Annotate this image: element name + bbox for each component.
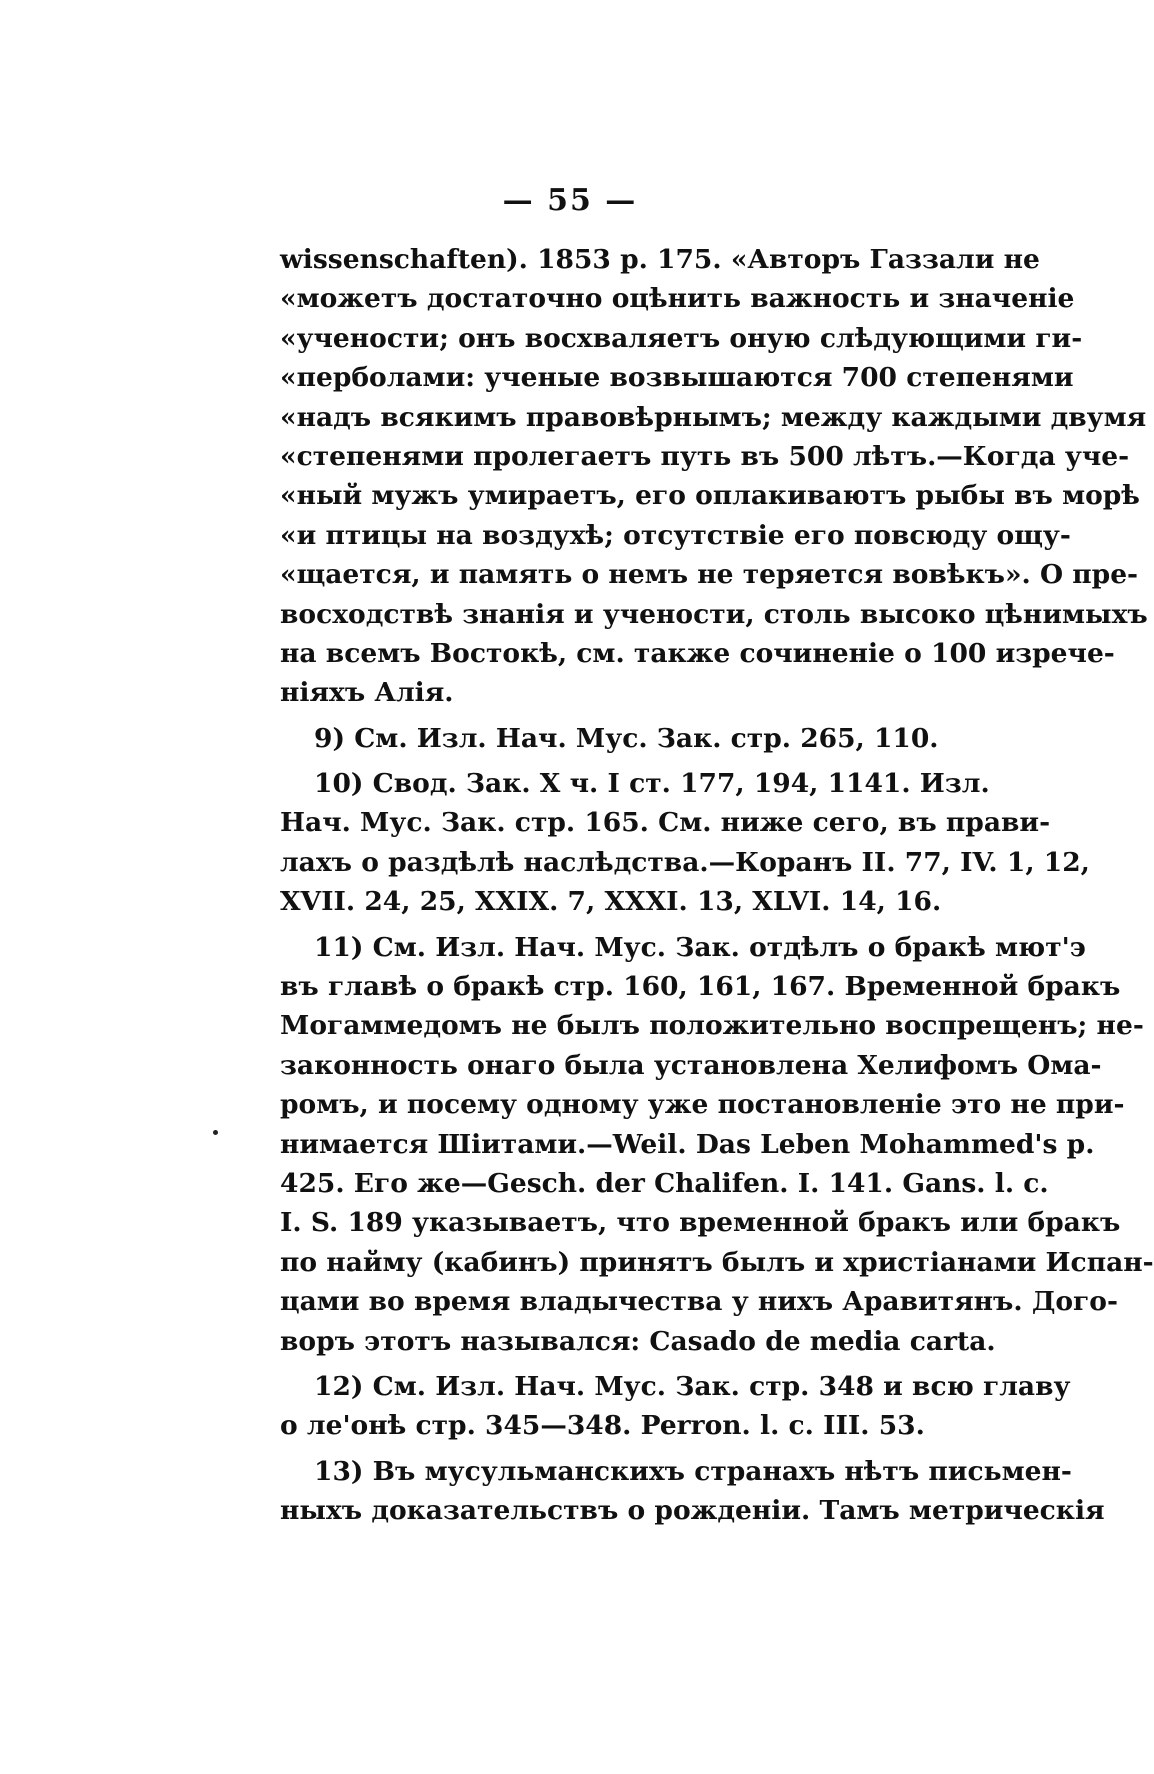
text-line: Могаммедомъ не былъ положительно воспрещенъ; не- — [280, 1010, 1144, 1042]
text-line: «ный мужъ умираетъ, его оплакиваютъ рыбы въ морѣ — [280, 480, 1140, 512]
text-line: по найму (кабинъ) принятъ былъ и христіанами Испан- — [280, 1246, 1154, 1278]
text-line: 10) Свод. Зак. X ч. I ст. 177, 194, 1141. Изл. — [314, 768, 990, 800]
text-line: «и птицы на воздухѣ; отсутствіе его повсюду ощу- — [280, 519, 1071, 551]
text-line: 9) См. Изл. Нач. Мус. Зак. стр. 265, 110. — [314, 722, 939, 754]
text-line: «можетъ достаточно оцѣнить важность и значеніе — [280, 283, 1075, 315]
text-line: «учености; онъ восхваляетъ оную слѣдующими ги- — [280, 322, 1083, 354]
text-line: Нач. Мус. Зак. стр. 165. См. ниже сего, въ прави- — [280, 807, 1051, 839]
text-line: «перболами: ученые возвышаются 700 степенями — [280, 362, 1074, 394]
text-line: «степенями пролегаетъ путь въ 500 лѣтъ.—Когда уче- — [280, 440, 1130, 472]
footnotes-text — [280, 240, 1154, 1531]
text-line: wissenschaften). 1853 p. 175. «Авторъ Газзали не — [280, 244, 1040, 275]
text-line: 13) Въ мусульманскихъ странахъ нѣтъ письмен- — [314, 1455, 1072, 1487]
text-line: восходствѣ знанія и учености, столь высоко цѣнимыхъ — [280, 598, 1148, 630]
text-line: нимается Шіитами.—Weil. Das Leben Mohammed's p. — [280, 1128, 1095, 1160]
text-line: XVII. 24, 25, XXIX. 7, XXXI. 13, XLVI. 14, 16. — [280, 886, 942, 918]
text-line: «надъ всякимъ правовѣрнымъ; между каждыми двумя — [280, 401, 1147, 433]
text-line: ныхъ доказательствъ о рожденіи. Тамъ метрическія — [280, 1495, 1105, 1527]
text-line: 425. Его же—Gesch. der Chalifen. I. 141. Gans. l. c. — [280, 1167, 1049, 1199]
text-line: I. S. 189 указываетъ, что временной бракъ или бракъ — [280, 1207, 1121, 1239]
text-line: цами во время владычества у нихъ Аравитянъ. Дого- — [280, 1286, 1118, 1318]
page-number: — 55 — — [502, 183, 638, 218]
text-line: ніяхъ Алія. — [280, 677, 454, 709]
text-line: въ главѣ о бракѣ стр. 160, 161, 167. Временной бракъ — [280, 971, 1121, 1003]
text-line: на всемъ Востокѣ, см. также сочиненіе о 100 изрече- — [280, 637, 1115, 669]
stray-ink-dot — [213, 1130, 218, 1135]
text-line: 12) См. Изл. Нач. Мус. Зак. стр. 348 и всю главу — [314, 1370, 1071, 1402]
text-line: 11) См. Изл. Нач. Мус. Зак. отдѣлъ о бракѣ мют'э — [314, 931, 1086, 963]
text-line: лахъ о раздѣлѣ наслѣдства.—Коранъ II. 77, IV. 1, 12, — [280, 846, 1090, 878]
text-line: воръ этотъ назывался: Casado de media carta. — [280, 1325, 996, 1357]
text-line: «щается, и память о немъ не теряется вовѣкъ». О пре- — [280, 559, 1139, 591]
text-line: законность онаго была установлена Хелифомъ Ома- — [280, 1049, 1102, 1081]
text-line: ромъ, и посему одному уже постановленіе это не при- — [280, 1089, 1125, 1121]
text-line: о ле'онѣ стр. 345—348. Perron. l. c. III. 53. — [280, 1410, 925, 1442]
